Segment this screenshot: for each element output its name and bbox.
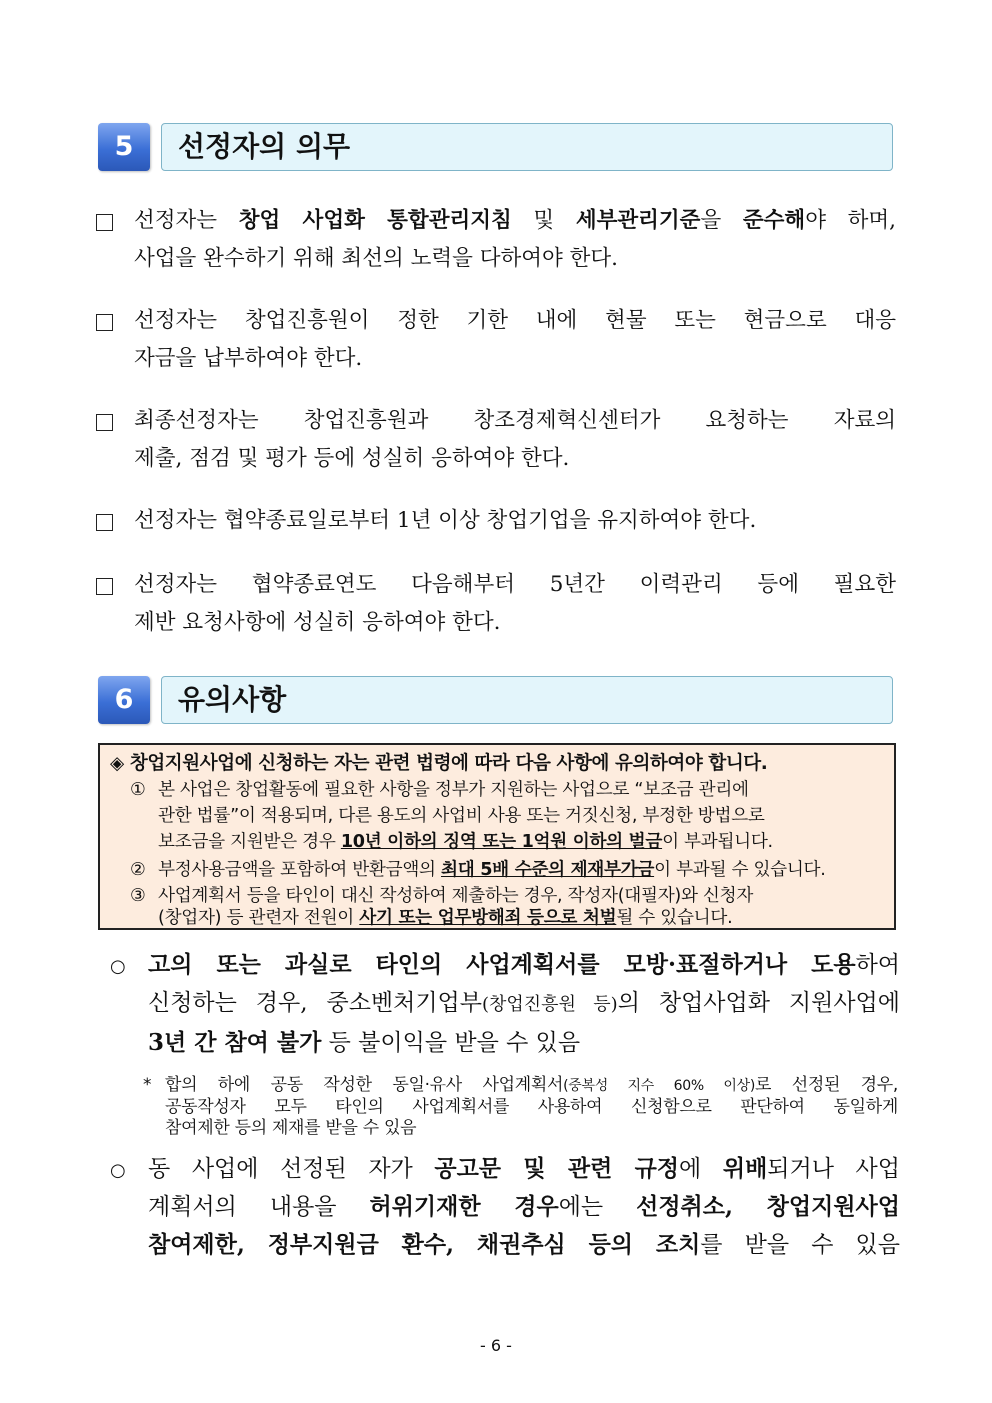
text: (창업자) 등 관련자 전원이 [158,908,360,928]
bold-text: 창업 사업화 통합관리지침 [238,208,512,233]
text: 에 [679,1156,723,1182]
notice-line [130,777,888,803]
checkbox-square-icon [96,514,113,531]
checkbox-square-icon [96,314,113,331]
asterisk: * [143,1075,152,1095]
section-6-header [98,676,893,726]
bold-text: 준수해 [742,208,806,233]
text: 합의 하에 공동 작성한 동일·유사 사업계획서 [165,1075,564,1095]
text: 계획서의 내용을 [148,1194,370,1220]
text: (중복성 지수 60% 이상) [563,1078,756,1094]
text: 를 받을 수 있음 [700,1232,900,1258]
bold-text: 참여제한, 정부지원금 환수, 채권추심 등의 조치 [148,1231,701,1258]
text: 을 [700,208,743,233]
circled-number: ③ [130,886,146,906]
bold-text: 3년 간 참여 불가 [148,1029,322,1056]
section-title: 유의사항 [161,676,893,724]
text: (창업진흥원 등) [482,994,618,1015]
circled-number: ② [130,860,146,880]
notice-line [130,857,888,883]
text: 및 [511,208,576,233]
text: 동 사업에 선정된 자가 [148,1156,435,1182]
underlined-text: 사기 또는 업무방해죄 등으로 처벌 [359,908,617,928]
text: 되거나 사업 [767,1156,900,1182]
caution-bullet [110,1150,900,1264]
text: 관한 법률”이 적용되며, 다른 용도의 사업비 사용 또는 거짓신청, 부정한 방법으로 [158,806,765,826]
text: 에는 [558,1194,637,1220]
text: 의 창업사업화 지원사업에 [617,990,900,1016]
obligation-item [96,202,896,278]
notice-line [130,829,888,855]
obligation-item [96,402,896,478]
section-title: 선정자의 의무 [161,123,893,171]
obligation-item [96,502,896,540]
circle-bullet-icon: ○ [110,1160,126,1181]
text: 이 부과됩니다. [662,832,773,852]
item-line: 최종선정자는 창업진흥원과 창조경제혁신센터가 요청하는 자료의 [134,408,896,433]
footnote [143,1075,898,1139]
bold-text: 공고문 및 관련 규정 [434,1155,680,1182]
bold-text: 위배 [722,1155,768,1182]
notice-heading: ◈ 창업지원사업에 신청하는 자는 관련 법령에 따라 다음 사항에 유의하여야 합니다. [110,753,768,774]
item-line: 선정자는 협약종료일로부터 1년 이상 창업기업을 유지하여야 한다. [134,508,757,533]
text: 될 수 있습니다. [616,908,733,928]
notice-line [130,905,888,931]
checkbox-square-icon [96,414,113,431]
text: 부정사용금액을 포함하여 반환금액의 [158,860,442,880]
section-number: 5 [98,123,150,171]
text: 신청하는 경우, 중소벤처기업부 [148,990,482,1016]
underlined-text: 최대 5배 수준의 제재부가금 [441,860,655,880]
section-number: 6 [98,676,150,724]
notice-line [130,803,888,829]
item-line: 선정자는 협약종료연도 다음해부터 5년간 이력관리 등에 필요한 [134,572,896,597]
caution-bullet [110,946,900,1062]
bold-text: 선정취소, 창업지원사업 [636,1193,900,1220]
text: 선정자는 [134,208,239,233]
page-number: - 6 - [480,1336,512,1355]
obligation-item [96,566,896,642]
section-5-header [98,123,893,173]
bold-text: 허위기재한 경우 [369,1193,559,1220]
obligation-item [96,302,896,378]
item-line: 자금을 납부하여야 한다. [134,346,363,371]
circled-number: ① [130,780,146,800]
checkbox-square-icon [96,214,113,231]
text: 참여제한 등의 제재를 받을 수 있음 [165,1118,417,1138]
text: 공동작성자 모두 타인의 사업계획서를 사용하여 신청함으로 판단하여 동일하게 [165,1097,898,1117]
text: 야 하며, [805,208,896,233]
bold-text: 고의 또는 과실로 타인의 사업계획서를 모방·표절하거나 도용 [148,951,856,978]
notice-box [98,743,896,930]
bold-text: 세부관리기준 [575,208,701,233]
text: 하여 [855,952,900,978]
item-line: 제반 요청사항에 성실히 응하여야 한다. [134,610,501,635]
text: 사업계획서 등을 타인이 대신 작성하여 제출하는 경우, 작성자(대필자)와 신청자 [158,886,754,906]
item-line: 제출, 점검 및 평가 등에 성실히 응하여야 한다. [134,446,570,471]
text: 등 불이익을 받을 수 있음 [321,1030,581,1056]
text: 보조금을 지원받은 경우 [158,832,341,852]
circle-bullet-icon: ○ [110,956,126,977]
underlined-text: 10년 이하의 징역 또는 1억원 이하의 벌금 [340,832,663,852]
text: 본 사업은 창업활동에 필요한 사항을 정부가 지원하는 사업으로 “보조금 관리에 [158,780,749,800]
item-line: 사업을 완수하기 위해 최선의 노력을 다하여야 한다. [134,246,618,271]
text: 이 부과될 수 있습니다. [654,860,826,880]
text: 로 선정된 경우, [755,1075,899,1095]
item-line: 선정자는 창업진흥원이 정한 기한 내에 현물 또는 현금으로 대응 [134,308,896,333]
checkbox-square-icon [96,578,113,595]
